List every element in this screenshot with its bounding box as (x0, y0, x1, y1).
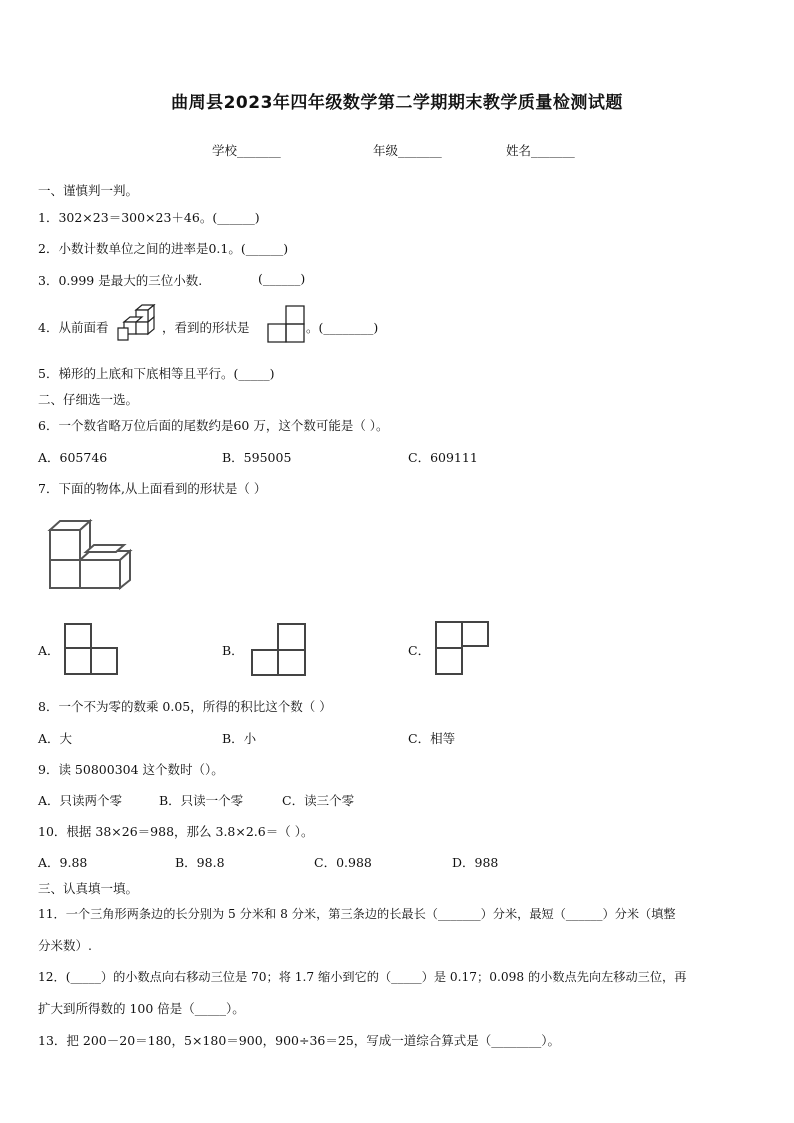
question-11-line1: 11．一个三角形两条边的长分别为 5 分米和 8 分米，第三条边的长最长（_______）分米，最短（______）分米（填整 (38, 907, 676, 921)
q7-option-b-shape (250, 621, 308, 677)
q7-option-b[interactable]: B． (222, 643, 244, 658)
question-3: 3．0.999 是最大的三位小数. (38, 273, 203, 288)
q4-cube-figure (116, 304, 156, 344)
q8-option-b[interactable]: B．小 (222, 731, 257, 746)
section-heading-2: 二、仔细选一选。 (38, 392, 139, 407)
q4-answer-shape (266, 304, 306, 344)
q10-option-a[interactable]: A．9.88 (38, 855, 88, 870)
question-3-blank[interactable]: (______) (258, 271, 306, 286)
question-10: 10．根据 38×26＝988，那么 3.8×2.6＝（ ）。 (38, 824, 314, 839)
school-field[interactable]: 学校_______ (212, 143, 281, 158)
q8-option-c[interactable]: C．相等 (408, 731, 456, 746)
question-4-part1: 4．从前面看 (38, 320, 109, 335)
question-12-line1: 12．(_____）的小数点向右移动三位是 70；将 1.7 缩小到它的（_____）是 0.17；0.098 的小数点先向左移动三位，再 (38, 970, 687, 984)
question-6: 6．一个数省略万位后面的尾数约是60 万，这个数可能是（ ）。 (38, 418, 389, 433)
section-heading-1: 一、谨慎判一判。 (38, 183, 139, 198)
q7-option-a[interactable]: A． (38, 643, 60, 658)
q6-option-a[interactable]: A．605746 (38, 450, 108, 465)
question-2: 2．小数计数单位之间的进率是0.1。(______) (38, 241, 289, 256)
name-field[interactable]: 姓名_______ (506, 143, 575, 158)
question-8: 8．一个不为零的数乘 0.05，所得的积比这个数（ ） (38, 699, 332, 714)
question-1: 1．302×23＝300×23＋46。(______) (38, 210, 260, 225)
q9-option-a[interactable]: A．只读两个零 (38, 793, 123, 808)
question-7: 7．下面的物体,从上面看到的形状是（ ） (38, 481, 267, 496)
question-5: 5．梯形的上底和下底相等且平行。(_____) (38, 366, 275, 381)
page-title: 曲周县2023年四年级数学第二学期期末教学质量检测试题 (171, 93, 623, 113)
q6-option-c[interactable]: C．609111 (408, 450, 478, 465)
question-12-line2: 扩大到所得数的 100 倍是（_____）。 (38, 1001, 245, 1016)
question-9: 9．读 50800304 这个数时（）。 (38, 762, 224, 777)
question-13: 13．把 200－20＝180，5×180＝900，900÷36＝25，写成一道综合算式是（________）。 (38, 1033, 561, 1048)
q7-option-c-shape (434, 620, 490, 676)
question-4-part2: ，看到的形状是 (162, 320, 250, 335)
question-11-line2: 分米数）. (38, 938, 92, 953)
q9-option-b[interactable]: B．只读一个零 (159, 793, 244, 808)
q6-option-b[interactable]: B．595005 (222, 450, 292, 465)
grade-field[interactable]: 年级_______ (373, 143, 442, 158)
q8-option-a[interactable]: A．大 (38, 731, 73, 746)
question-4-part3[interactable]: 。(________) (306, 320, 379, 335)
section-heading-3: 三、认真填一填。 (38, 881, 139, 896)
q10-option-b[interactable]: B．98.8 (175, 855, 225, 870)
q10-option-c[interactable]: C．0.988 (314, 855, 372, 870)
q7-option-c[interactable]: C． (408, 643, 431, 658)
q10-option-d[interactable]: D．988 (452, 855, 499, 870)
q9-option-c[interactable]: C．读三个零 (282, 793, 355, 808)
q7-cube-figure (46, 518, 136, 592)
q7-option-a-shape (63, 621, 119, 677)
